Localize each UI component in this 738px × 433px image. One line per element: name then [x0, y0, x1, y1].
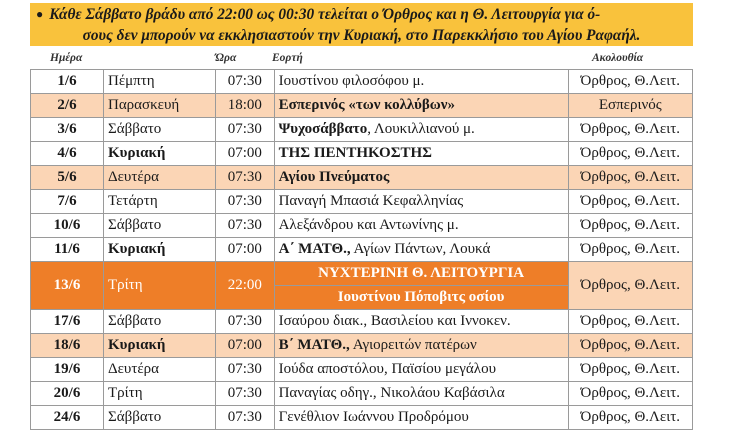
row-date: 7/6: [31, 190, 104, 214]
row-service: Όρθρος, Θ.Λειτ.: [568, 142, 692, 166]
header-date: Ημέρα: [50, 52, 83, 64]
row-date: 17/6: [31, 310, 104, 334]
row-service: Όρθρος, Θ.Λειτ.: [568, 406, 692, 430]
row-feast: [274, 382, 568, 406]
row-feast: [274, 142, 568, 166]
row-service: Όρθρος, Θ.Λειτ.: [568, 190, 692, 214]
bullet-icon: ●: [36, 7, 44, 21]
table-row: [31, 334, 693, 358]
special-date: 13/6: [31, 262, 104, 310]
row-time: 07:00: [216, 238, 275, 262]
feast-text: Αλεξάνδρου και Αντωνίνης μ.: [278, 217, 459, 233]
feast-text: Ιουστίνου φιλοσόφου μ.: [278, 73, 425, 89]
table-row: [31, 406, 693, 430]
table-row: [31, 190, 693, 214]
table-row: [31, 118, 693, 142]
table-row: [31, 94, 693, 118]
feast-text: Παναγίας οδηγ., Νικολάου Καβάσιλα: [278, 385, 505, 401]
row-date: 1/6: [31, 70, 104, 94]
feast-bold-text: Εσπερινός «των κολλύβων»: [278, 97, 455, 113]
row-feast: [274, 70, 568, 94]
row-time: 07:30: [216, 166, 275, 190]
special-feast-line-2: Ιουστίνου Πόποβιτς οσίου: [274, 286, 568, 310]
row-day: Πέμπτη: [103, 70, 215, 94]
row-date: 11/6: [31, 238, 104, 262]
row-service: Όρθρος, Θ.Λειτ.: [568, 310, 692, 334]
feast-text: Παναγή Μπασιά Κεφαλληνίας: [278, 193, 464, 209]
row-time: 07:30: [216, 406, 275, 430]
row-service: Όρθρος, Θ.Λειτ.: [568, 214, 692, 238]
row-feast: [274, 214, 568, 238]
table-row: [31, 70, 693, 94]
row-day: Παρασκευή: [103, 94, 215, 118]
row-day: Δευτέρα: [103, 166, 215, 190]
table-row: [31, 142, 693, 166]
notice-line-2: σους δεν μπορούν να εκκλησιαστούν την Κυριακή, στο Παρεκκλήσιο του Αγίου Ραφαήλ.: [82, 27, 641, 44]
row-day: Κυριακή: [103, 334, 215, 358]
feast-bold-text: ΤΗΣ ΠΕΝΤΗΚΟΣΤΗΣ: [278, 145, 432, 161]
feast-text: Ιούδα αποστόλου, Παϊσίου μεγάλου: [278, 361, 496, 377]
row-date: 18/6: [31, 334, 104, 358]
feast-bold-text: Αγίου Πνεύματος: [278, 169, 390, 185]
feast-bold-text: Β΄ ΜΑΤΘ.,: [278, 337, 350, 353]
row-feast: [274, 190, 568, 214]
feast-bold-text: Ψυχοσάββατο: [278, 121, 368, 137]
row-feast: [274, 238, 568, 262]
special-feast-line-1: ΝΥΧΤΕΡΙΝΗ Θ. ΛΕΙΤΟΥΡΓΙΑ: [274, 262, 568, 286]
saturday-notice: [30, 3, 693, 46]
table-row: [31, 310, 693, 334]
row-day: Τρίτη: [103, 382, 215, 406]
header-feast: Εορτή: [272, 52, 303, 64]
row-time: 07:30: [216, 310, 275, 334]
row-date: 4/6: [31, 142, 104, 166]
table-row: [31, 358, 693, 382]
feast-text: Ισαύρου διακ., Βασιλείου και Ιννοκεν.: [278, 313, 511, 329]
row-time: 07:30: [216, 118, 275, 142]
row-service: Όρθρος, Θ.Λειτ.: [568, 334, 692, 358]
row-time: 18:00: [216, 94, 275, 118]
row-feast: [274, 166, 568, 190]
row-time: 07:30: [216, 382, 275, 406]
row-date: 19/6: [31, 358, 104, 382]
schedule-table: [30, 69, 693, 430]
row-time: 07:30: [216, 70, 275, 94]
row-day: Σάββατο: [103, 310, 215, 334]
table-row: [31, 382, 693, 406]
row-feast: [274, 406, 568, 430]
row-date: 5/6: [31, 166, 104, 190]
row-time: 07:00: [216, 334, 275, 358]
special-row-top: [31, 262, 693, 286]
row-feast: [274, 94, 568, 118]
table-row: [31, 214, 693, 238]
row-day: Κυριακή: [103, 142, 215, 166]
row-service: Όρθρος, Θ.Λειτ.: [568, 382, 692, 406]
special-day: Τρίτη: [103, 262, 215, 310]
row-feast: [274, 310, 568, 334]
feast-text: Γενέθλιον Ιωάννου Προδρόμου: [278, 409, 469, 425]
header-time: Ώρα: [215, 52, 237, 64]
special-time: 22:00: [216, 262, 275, 310]
row-service: Όρθρος, Θ.Λειτ.: [568, 118, 692, 142]
row-date: 24/6: [31, 406, 104, 430]
row-feast: [274, 118, 568, 142]
table-row: [31, 166, 693, 190]
row-time: 07:30: [216, 190, 275, 214]
row-time: 07:30: [216, 214, 275, 238]
feast-text: Αγίων Πάντων, Λουκά: [350, 241, 491, 257]
row-day: Σάββατο: [103, 214, 215, 238]
row-day: Δευτέρα: [103, 358, 215, 382]
row-day: Τετάρτη: [103, 190, 215, 214]
row-day: Κυριακή: [103, 238, 215, 262]
row-time: 07:00: [216, 142, 275, 166]
row-date: 10/6: [31, 214, 104, 238]
feast-bold-text: Α΄ ΜΑΤΘ.,: [278, 241, 351, 257]
notice-line-1: Κάθε Σάββατο βράδυ από 22:00 ως 00:30 τελείται ο Όρθρος και η Θ. Λειτουργία για ό-: [49, 6, 601, 23]
row-time: 07:30: [216, 358, 275, 382]
row-date: 3/6: [31, 118, 104, 142]
special-service: Όρθρος, Θ.Λειτ.: [568, 262, 692, 310]
row-date: 20/6: [31, 382, 104, 406]
row-service: Εσπερινός: [568, 94, 692, 118]
row-service: Όρθρος, Θ.Λειτ.: [568, 166, 692, 190]
row-service: Όρθρος, Θ.Λειτ.: [568, 70, 692, 94]
row-feast: [274, 334, 568, 358]
header-service: Ακολουθία: [592, 52, 644, 64]
row-service: Όρθρος, Θ.Λειτ.: [568, 238, 692, 262]
row-feast: [274, 358, 568, 382]
row-day: Σάββατο: [103, 406, 215, 430]
row-day: Σάββατο: [103, 118, 215, 142]
feast-text: Αγιορειτών πατέρων: [349, 337, 477, 353]
table-row: [31, 238, 693, 262]
row-date: 2/6: [31, 94, 104, 118]
row-service: Όρθρος, Θ.Λειτ.: [568, 358, 692, 382]
feast-text: , Λουκιλλιανού μ.: [367, 121, 475, 137]
